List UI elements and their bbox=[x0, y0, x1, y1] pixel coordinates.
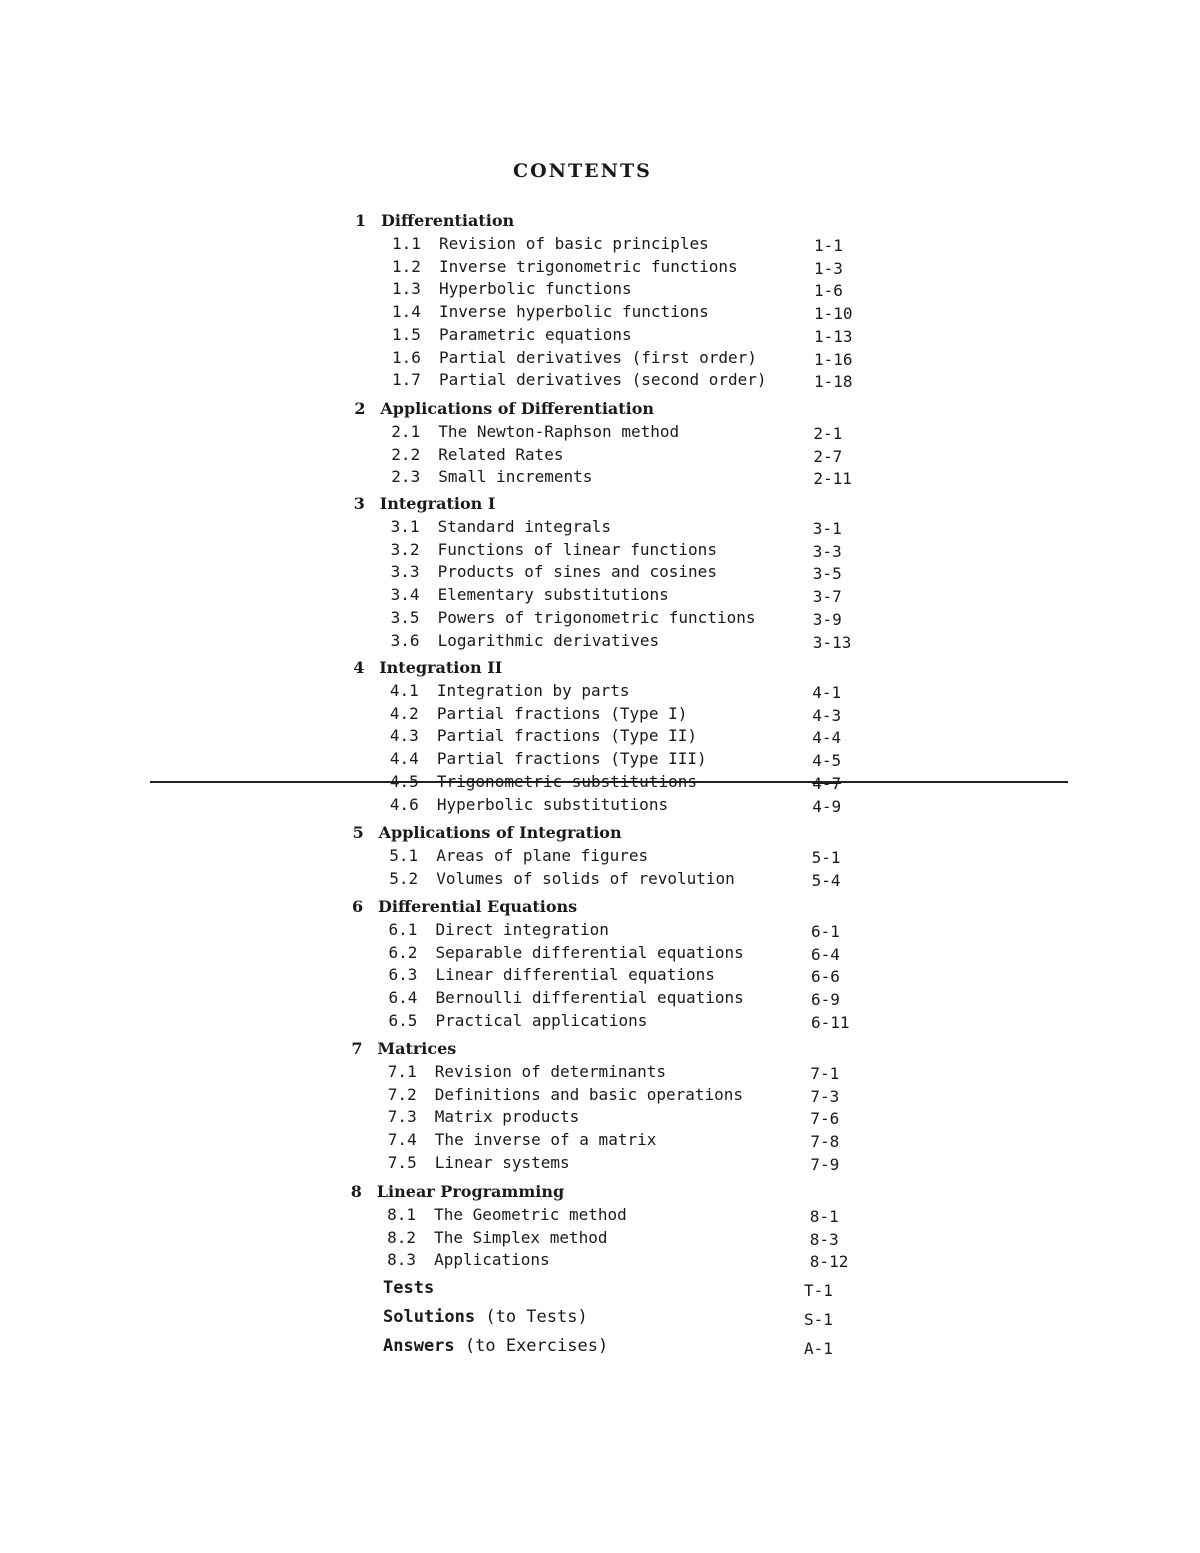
section-number: 6.4 bbox=[388, 988, 418, 1008]
section-title: Logarithmic derivatives bbox=[437, 630, 660, 650]
toc-extra-entry bbox=[383, 1336, 608, 1356]
page-number: 1-16 bbox=[814, 349, 853, 369]
section-title: Areas of plane figures bbox=[436, 846, 649, 865]
page-number: 4-3 bbox=[812, 705, 842, 725]
section-number: 4.2 bbox=[389, 703, 419, 723]
page-number: 3-3 bbox=[812, 541, 842, 561]
section-number: 3.5 bbox=[390, 607, 420, 627]
page-title: CONTENTS bbox=[513, 160, 652, 182]
page-number: 4-7 bbox=[812, 773, 842, 793]
section-number: 3.2 bbox=[390, 539, 420, 559]
page-number: 6-11 bbox=[811, 1012, 850, 1032]
section-number: 7.5 bbox=[387, 1152, 417, 1172]
page-number: 2-1 bbox=[813, 424, 843, 443]
section-title: Trigonometric substitutions bbox=[436, 771, 697, 791]
section-title: Hyperbolic functions bbox=[439, 279, 632, 299]
section-title: Parametric equations bbox=[439, 324, 632, 344]
section-number: 1.6 bbox=[392, 347, 421, 367]
page-number: 1-18 bbox=[814, 372, 853, 392]
section-title: Hyperbolic substitutions bbox=[436, 794, 669, 814]
chapter-title: Integration II bbox=[379, 658, 503, 677]
toc-extra-entry bbox=[383, 1278, 434, 1298]
section-number: 2.3 bbox=[391, 467, 421, 487]
section-number: 3.4 bbox=[390, 585, 420, 605]
section-number: 1.1 bbox=[392, 234, 421, 253]
page-number: 3-5 bbox=[812, 564, 842, 584]
section-title: Separable differential equations bbox=[435, 942, 744, 962]
page-number: 6-4 bbox=[811, 944, 840, 964]
extra-subtitle: (to Exercises) bbox=[454, 1336, 609, 1356]
section-title: Volumes of solids of revolution bbox=[436, 868, 735, 888]
section-number: 6.2 bbox=[388, 942, 418, 962]
section-number: 3.3 bbox=[390, 562, 420, 582]
page-number: 7-9 bbox=[810, 1154, 840, 1174]
chapter-title: Applications of Differentiation bbox=[380, 399, 655, 418]
chapter-title: Differentiation bbox=[381, 211, 515, 230]
section-title: The Simplex method bbox=[434, 1227, 608, 1247]
chapter-number: 5 bbox=[352, 823, 364, 842]
chapter-number: 1 bbox=[355, 211, 367, 230]
page-number: 7-1 bbox=[810, 1064, 840, 1083]
section-number: 3.6 bbox=[390, 630, 420, 650]
section-title: Partial fractions (Type III) bbox=[436, 749, 707, 769]
section-title: The Geometric method bbox=[434, 1205, 627, 1224]
chapter-title: Linear Programming bbox=[376, 1182, 565, 1201]
section-title: The inverse of a matrix bbox=[434, 1130, 657, 1150]
page-number: 7-3 bbox=[810, 1086, 840, 1106]
section-number: 8.1 bbox=[387, 1205, 416, 1224]
section-number: 7.2 bbox=[387, 1084, 417, 1104]
section-title: The Newton-Raphson method bbox=[438, 422, 680, 441]
extra-title: Solutions bbox=[383, 1307, 476, 1327]
page-number: 1-10 bbox=[814, 304, 853, 324]
section-title: Revision of basic principles bbox=[439, 234, 709, 253]
section-number: 1.5 bbox=[392, 324, 421, 344]
page-number: 5-4 bbox=[811, 870, 841, 890]
page-number: 4-4 bbox=[812, 728, 842, 748]
section-title: Revision of determinants bbox=[434, 1062, 666, 1081]
section-number: 4.1 bbox=[389, 681, 419, 700]
section-title: Partial derivatives (second order) bbox=[439, 370, 767, 390]
chapter-number: 4 bbox=[353, 658, 365, 677]
section-title: Linear systems bbox=[434, 1152, 570, 1172]
section-title: Functions of linear functions bbox=[437, 539, 717, 559]
extra-subtitle: (to Tests) bbox=[475, 1307, 588, 1327]
section-number: 6.5 bbox=[388, 1010, 418, 1030]
section-title: Elementary substitutions bbox=[437, 585, 669, 605]
page-number: T-1 bbox=[804, 1281, 833, 1300]
section-number: 5.1 bbox=[389, 846, 419, 865]
page-number: 6-6 bbox=[811, 967, 840, 987]
page-number: 5-1 bbox=[811, 848, 841, 867]
section-title: Practical applications bbox=[435, 1010, 648, 1030]
page-number: 7-8 bbox=[810, 1132, 840, 1152]
page-number: 6-9 bbox=[811, 990, 840, 1010]
section-number: 7.4 bbox=[387, 1130, 417, 1150]
section-number: 1.2 bbox=[392, 256, 421, 276]
page-number: 3-1 bbox=[812, 519, 842, 538]
section-title: Partial fractions (Type II) bbox=[436, 726, 697, 746]
chapter-number: 3 bbox=[353, 494, 365, 513]
section-title: Small increments bbox=[438, 467, 593, 487]
section-number: 1.7 bbox=[392, 370, 421, 390]
page-number: 4-5 bbox=[812, 751, 842, 771]
section-number: 4.5 bbox=[389, 771, 419, 791]
section-number: 4.6 bbox=[389, 794, 419, 814]
page-number: 8-3 bbox=[809, 1229, 839, 1249]
page-number: 4-1 bbox=[812, 683, 842, 702]
page-number: 7-6 bbox=[810, 1109, 840, 1129]
section-number: 2.2 bbox=[391, 444, 421, 464]
section-number: 3.1 bbox=[390, 517, 420, 536]
section-number: 1.4 bbox=[392, 302, 421, 322]
chapter-number: 6 bbox=[352, 897, 364, 916]
chapter-title: Differential Equations bbox=[378, 897, 578, 916]
chapter-title: Integration I bbox=[379, 494, 496, 513]
page-number: 6-1 bbox=[811, 922, 840, 941]
chapter-title: Applications of Integration bbox=[378, 823, 622, 842]
section-title: Partial derivatives (first order) bbox=[439, 347, 757, 367]
page-number: S-1 bbox=[804, 1310, 833, 1329]
section-title: Products of sines and cosines bbox=[437, 562, 717, 582]
section-number: 4.3 bbox=[389, 726, 419, 746]
page-number: 2-7 bbox=[813, 446, 843, 466]
section-title: Matrix products bbox=[434, 1107, 580, 1127]
chapter-number: 7 bbox=[351, 1039, 363, 1058]
page-number: 4-9 bbox=[812, 796, 842, 816]
section-number: 8.3 bbox=[387, 1250, 416, 1270]
section-title: Standard integrals bbox=[437, 517, 611, 536]
section-number: 1.3 bbox=[392, 279, 421, 299]
chapter-number: 8 bbox=[350, 1182, 362, 1201]
section-title: Inverse hyperbolic functions bbox=[439, 302, 709, 322]
section-title: Inverse trigonometric functions bbox=[439, 256, 738, 276]
page-number: 2-11 bbox=[813, 469, 852, 489]
section-title: Integration by parts bbox=[436, 681, 630, 700]
page-number: 8-12 bbox=[809, 1252, 849, 1272]
section-title: Applications bbox=[434, 1250, 550, 1270]
section-title: Bernoulli differential equations bbox=[435, 988, 744, 1008]
extra-title: Answers bbox=[383, 1336, 455, 1356]
section-title: Partial fractions (Type I) bbox=[436, 703, 688, 723]
section-number: 7.1 bbox=[387, 1062, 417, 1081]
page-number: 3-7 bbox=[812, 587, 842, 607]
section-title: Direct integration bbox=[435, 920, 609, 939]
page-number: 1-3 bbox=[814, 258, 843, 278]
section-number: 6.3 bbox=[388, 965, 418, 985]
page-number: 1-1 bbox=[814, 236, 843, 255]
extra-title: Tests bbox=[383, 1278, 435, 1298]
page-number: 3-9 bbox=[812, 609, 842, 629]
section-title: Related Rates bbox=[438, 444, 564, 464]
page-number: A-1 bbox=[804, 1339, 833, 1358]
chapter-title: Matrices bbox=[377, 1039, 457, 1058]
section-title: Definitions and basic operations bbox=[434, 1084, 744, 1104]
page-number: 3-13 bbox=[812, 632, 852, 652]
section-number: 5.2 bbox=[389, 868, 419, 888]
page-number: 8-1 bbox=[809, 1207, 839, 1226]
section-number: 6.1 bbox=[388, 920, 418, 939]
page-number: 1-13 bbox=[814, 326, 853, 346]
section-number: 2.1 bbox=[391, 422, 421, 441]
section-number: 8.2 bbox=[387, 1227, 416, 1247]
toc-extra-entry bbox=[383, 1307, 588, 1327]
section-title: Powers of trigonometric functions bbox=[437, 607, 756, 627]
page-number: 1-6 bbox=[814, 281, 843, 301]
section-title: Linear differential equations bbox=[435, 965, 715, 985]
section-number: 4.4 bbox=[389, 749, 419, 769]
chapter-number: 2 bbox=[354, 399, 366, 418]
section-number: 7.3 bbox=[387, 1107, 417, 1127]
